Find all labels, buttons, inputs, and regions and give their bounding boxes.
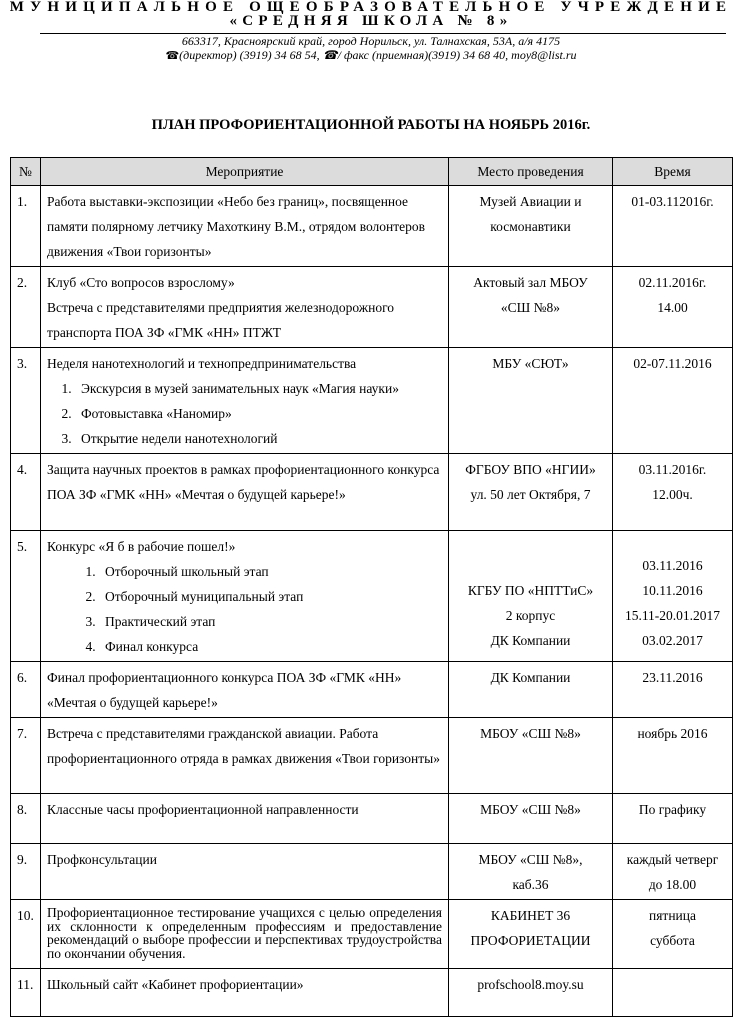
row-number: 9. xyxy=(11,844,41,900)
event-sublist xyxy=(47,559,442,659)
time-cell xyxy=(613,900,733,969)
event-cell xyxy=(41,969,449,1017)
table-row xyxy=(11,969,733,1017)
place-text: КАБИНЕТ 36 xyxy=(490,908,571,923)
row-number: 1. xyxy=(11,186,41,267)
time-cell xyxy=(613,844,733,900)
organization-name-line2: «СРЕДНЯЯ ШКОЛА № 8» xyxy=(229,13,513,29)
place-text: Актовый зал МБОУ xyxy=(473,275,588,290)
document-title: ПЛАН ПРОФОРИЕНТАЦИОННОЙ РАБОТЫ НА НОЯБРЬ 2016г. xyxy=(151,117,591,133)
time-text: каждый четверг xyxy=(626,852,719,867)
place-text: profschool8.moy.su xyxy=(477,977,584,992)
place-text: КГБУ ПО «НПТТиС» xyxy=(467,583,594,598)
row-number: 2. xyxy=(11,267,41,348)
time-text: 12.00ч. xyxy=(652,487,693,502)
event-text: Клуб «Сто вопросов взрослому» xyxy=(47,275,235,290)
table-header-row xyxy=(11,158,733,186)
place-text: ул. 50 лет Октября, 7 xyxy=(470,487,591,502)
event-subitem: 3. Открытие недели нанотехнологий xyxy=(75,426,442,451)
event-text: Неделя нанотехнологий и технопредпринимательства xyxy=(47,356,357,371)
place-cell xyxy=(449,531,613,662)
row-number: 7. xyxy=(11,718,41,794)
event-subitem: 1. Отборочный школьный этап xyxy=(99,559,442,584)
place-text: ПРОФОРИЕТАЦИИ xyxy=(470,933,591,948)
time-text: 02.11.2016г. xyxy=(638,275,707,290)
event-cell xyxy=(41,718,449,794)
event-sublist xyxy=(47,376,442,451)
event-cell xyxy=(41,186,449,267)
time-text: 14.00 xyxy=(657,300,688,315)
table-row xyxy=(11,794,733,844)
event-text: Школьный сайт «Кабинет профориентации» xyxy=(47,977,304,992)
time-text: 03.02.2017 xyxy=(642,633,703,648)
event-cell xyxy=(41,267,449,348)
event-cell xyxy=(41,531,449,662)
place-text: «СШ №8» xyxy=(500,300,561,315)
row-number: 6. xyxy=(11,662,41,718)
table-row xyxy=(11,454,733,531)
event-text: Профконсультации xyxy=(47,852,157,867)
event-cell xyxy=(41,348,449,454)
row-number: 10. xyxy=(11,900,41,969)
place-text: ФГБОУ ВПО «НГИИ» xyxy=(465,462,596,477)
event-text: Защита научных проектов в рамках профориентационного конкурса ПОА ЗФ «ГМК «НН» «Мечтая о будущей карьере!» xyxy=(47,462,440,502)
organization-name-line1: МУНИЦИПАЛЬНОЕ ОЩЕОБРАЗОВАТЕЛЬНОЕ УЧРЕЖДЕНИЕ xyxy=(9,0,733,15)
event-text: Встреча с представителями гражданской авиации. Работа профориентационного отряда в рамках движения «Твои горизонты» xyxy=(47,726,441,766)
place-text: ДК Компании xyxy=(490,670,571,685)
time-cell xyxy=(613,531,733,662)
column-header-number: № xyxy=(11,158,41,186)
event-cell xyxy=(41,662,449,718)
place-cell xyxy=(449,662,613,718)
contacts-line xyxy=(0,48,742,63)
table-row xyxy=(11,186,733,267)
row-number: 11. xyxy=(11,969,41,1017)
place-text: МБОУ «СШ №8» xyxy=(480,726,581,741)
event-cell xyxy=(41,794,449,844)
table-body xyxy=(11,186,733,1017)
time-text: 02-07.11.2016 xyxy=(633,356,712,371)
table-row xyxy=(11,267,733,348)
row-number: 4. xyxy=(11,454,41,531)
time-text: 23.11.2016 xyxy=(642,670,703,685)
time-cell xyxy=(613,794,733,844)
event-text: Профориентационное тестирование учащихся с целью определения их склонности к определенным профессиям и предоставление рекомендаций о выборе профессии и перспективах трудоустройства по окончании обучения. xyxy=(47,905,442,961)
place-text: 2 корпус xyxy=(505,608,556,623)
place-text: МБОУ «СШ №8» xyxy=(480,802,581,817)
place-cell xyxy=(449,186,613,267)
time-text: 03.11.2016г. xyxy=(638,462,707,477)
time-text: По графику xyxy=(638,802,707,817)
phone-icon: ☎ xyxy=(165,50,180,62)
column-header-place: Место проведения xyxy=(449,158,613,186)
event-text: Встреча с представителями предприятия железнодорожного транспорта ПОА ЗФ «ГМК «НН» ПТЖТ xyxy=(47,300,395,340)
event-subitem: 2. Фотовыставка «Наномир» xyxy=(75,401,442,426)
table-row xyxy=(11,531,733,662)
time-text: до 18.00 xyxy=(648,877,697,892)
place-cell xyxy=(449,267,613,348)
time-text: 15.11-20.01.2017 xyxy=(624,608,721,623)
row-number: 5. xyxy=(11,531,41,662)
row-number: 8. xyxy=(11,794,41,844)
place-cell xyxy=(449,718,613,794)
table-row xyxy=(11,348,733,454)
place-text: МБУ «СЮТ» xyxy=(492,356,569,371)
column-header-time: Время xyxy=(613,158,733,186)
place-cell xyxy=(449,844,613,900)
row-number: 3. xyxy=(11,348,41,454)
event-subitem: 2. Отборочный муниципальный этап xyxy=(99,584,442,609)
time-text: ноябрь 2016 xyxy=(637,726,708,741)
time-text: 10.11.2016 xyxy=(642,583,703,598)
place-cell xyxy=(449,348,613,454)
place-text: каб.36 xyxy=(512,877,549,892)
event-cell xyxy=(41,900,449,969)
address-line: 663317, Красноярский край, город Норильск, ул. Талнахская, 53А, а/я 4175 xyxy=(181,34,561,48)
time-cell xyxy=(613,454,733,531)
time-cell xyxy=(613,969,733,1017)
event-text: Классные часы профориентационной направленности xyxy=(47,802,359,817)
time-cell xyxy=(613,186,733,267)
time-cell xyxy=(613,662,733,718)
place-cell xyxy=(449,969,613,1017)
table-row xyxy=(11,900,733,969)
event-text: Работа выставки-экспозиции «Небо без границ», посвященное памяти полярному летчику Махоткину В.М., отрядом волонтеров движения «Твои горизонты» xyxy=(47,194,426,259)
event-text: Конкурс «Я б в рабочие пошел!» xyxy=(47,539,236,554)
time-cell xyxy=(613,267,733,348)
event-cell xyxy=(41,844,449,900)
place-text: ДК Компании xyxy=(490,633,571,648)
place-text: МБОУ «СШ №8», xyxy=(478,852,583,867)
table-row xyxy=(11,662,733,718)
time-cell xyxy=(613,348,733,454)
table-row xyxy=(11,718,733,794)
time-text: 01-03.112016г. xyxy=(631,194,714,209)
time-cell xyxy=(613,718,733,794)
column-header-event: Мероприятие xyxy=(41,158,449,186)
table-row xyxy=(11,844,733,900)
contacts-text: (директор) (3919) 34 68 54, ☎/ факс (приемная)(3919) 34 68 40, moy8@list.ru xyxy=(179,48,577,62)
time-text: пятница xyxy=(649,908,696,923)
place-cell xyxy=(449,900,613,969)
time-text: суббота xyxy=(650,933,695,948)
place-cell xyxy=(449,454,613,531)
event-text: Финал профориентационного конкурса ПОА ЗФ «ГМК «НН» «Мечтая о будущей карьере!» xyxy=(47,670,402,710)
event-subitem: 3. Практический этап xyxy=(99,609,442,634)
place-cell xyxy=(449,794,613,844)
plan-table xyxy=(10,157,733,1017)
event-subitem: 4. Финал конкурса xyxy=(99,634,442,659)
event-cell xyxy=(41,454,449,531)
place-text: Музей Авиации и космонавтики xyxy=(479,194,582,234)
event-subitem: 1. Экскурсия в музей занимательных наук «Магия науки» xyxy=(75,376,442,401)
time-text: 03.11.2016 xyxy=(642,558,703,573)
